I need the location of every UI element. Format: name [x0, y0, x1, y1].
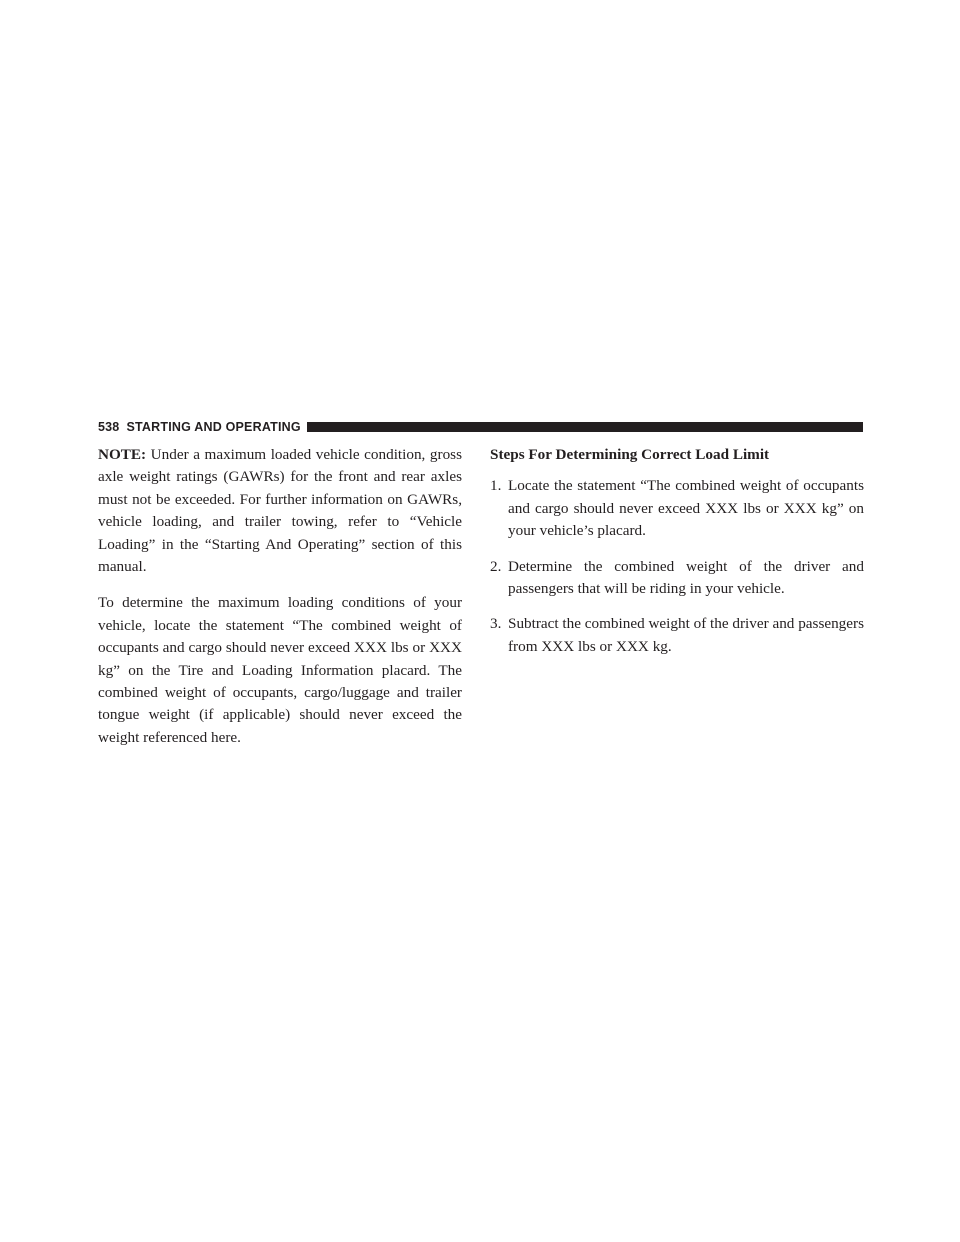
- loading-paragraph: To determine the maximum loading conditions of your vehicle, locate the statement “The combined weight of occupants and cargo should never exceed XXX lbs or XXX kg” on the Tire and Loading Information placard. The combined weight of occupants, cargo/luggage and trailer tongue weight (if applicable) should never exceed the weight referenced here.: [98, 594, 462, 746]
- step-number: 1.: [490, 477, 502, 495]
- left-column: [98, 444, 462, 763]
- list-item: [490, 613, 864, 658]
- right-column: [490, 444, 864, 671]
- note-text: Under a maximum loaded vehicle condition, gross axle weight ratings (GAWRs) for the front and rear axles must not be exceeded. For further information on GAWRs, vehicle loading, and trailer towing, refer to “Vehicle Loading” in the “Starting And Operating” section of this manual.: [98, 446, 462, 576]
- step-number: 3.: [490, 615, 502, 633]
- list-item: [490, 475, 864, 542]
- steps-list: [490, 475, 864, 658]
- header-rule: [307, 422, 863, 432]
- step-text: Determine the combined weight of the driver and passengers that will be riding in your vehicle.: [508, 557, 864, 598]
- page-header: [98, 419, 863, 435]
- step-text: Locate the statement “The combined weight of occupants and cargo should never exceed XXX lbs or XXX kg” on your vehicle’s placard.: [508, 477, 864, 540]
- step-text: Subtract the combined weight of the driver and passengers from XXX lbs or XXX kg.: [508, 615, 864, 655]
- steps-heading: Steps For Determining Correct Load Limit: [490, 446, 770, 463]
- note-paragraph: [98, 444, 462, 578]
- note-label: NOTE:: [98, 446, 147, 463]
- list-item: [490, 556, 864, 601]
- page-number: 538: [98, 420, 120, 434]
- section-title: STARTING AND OPERATING: [126, 420, 301, 434]
- step-number: 2.: [490, 557, 502, 575]
